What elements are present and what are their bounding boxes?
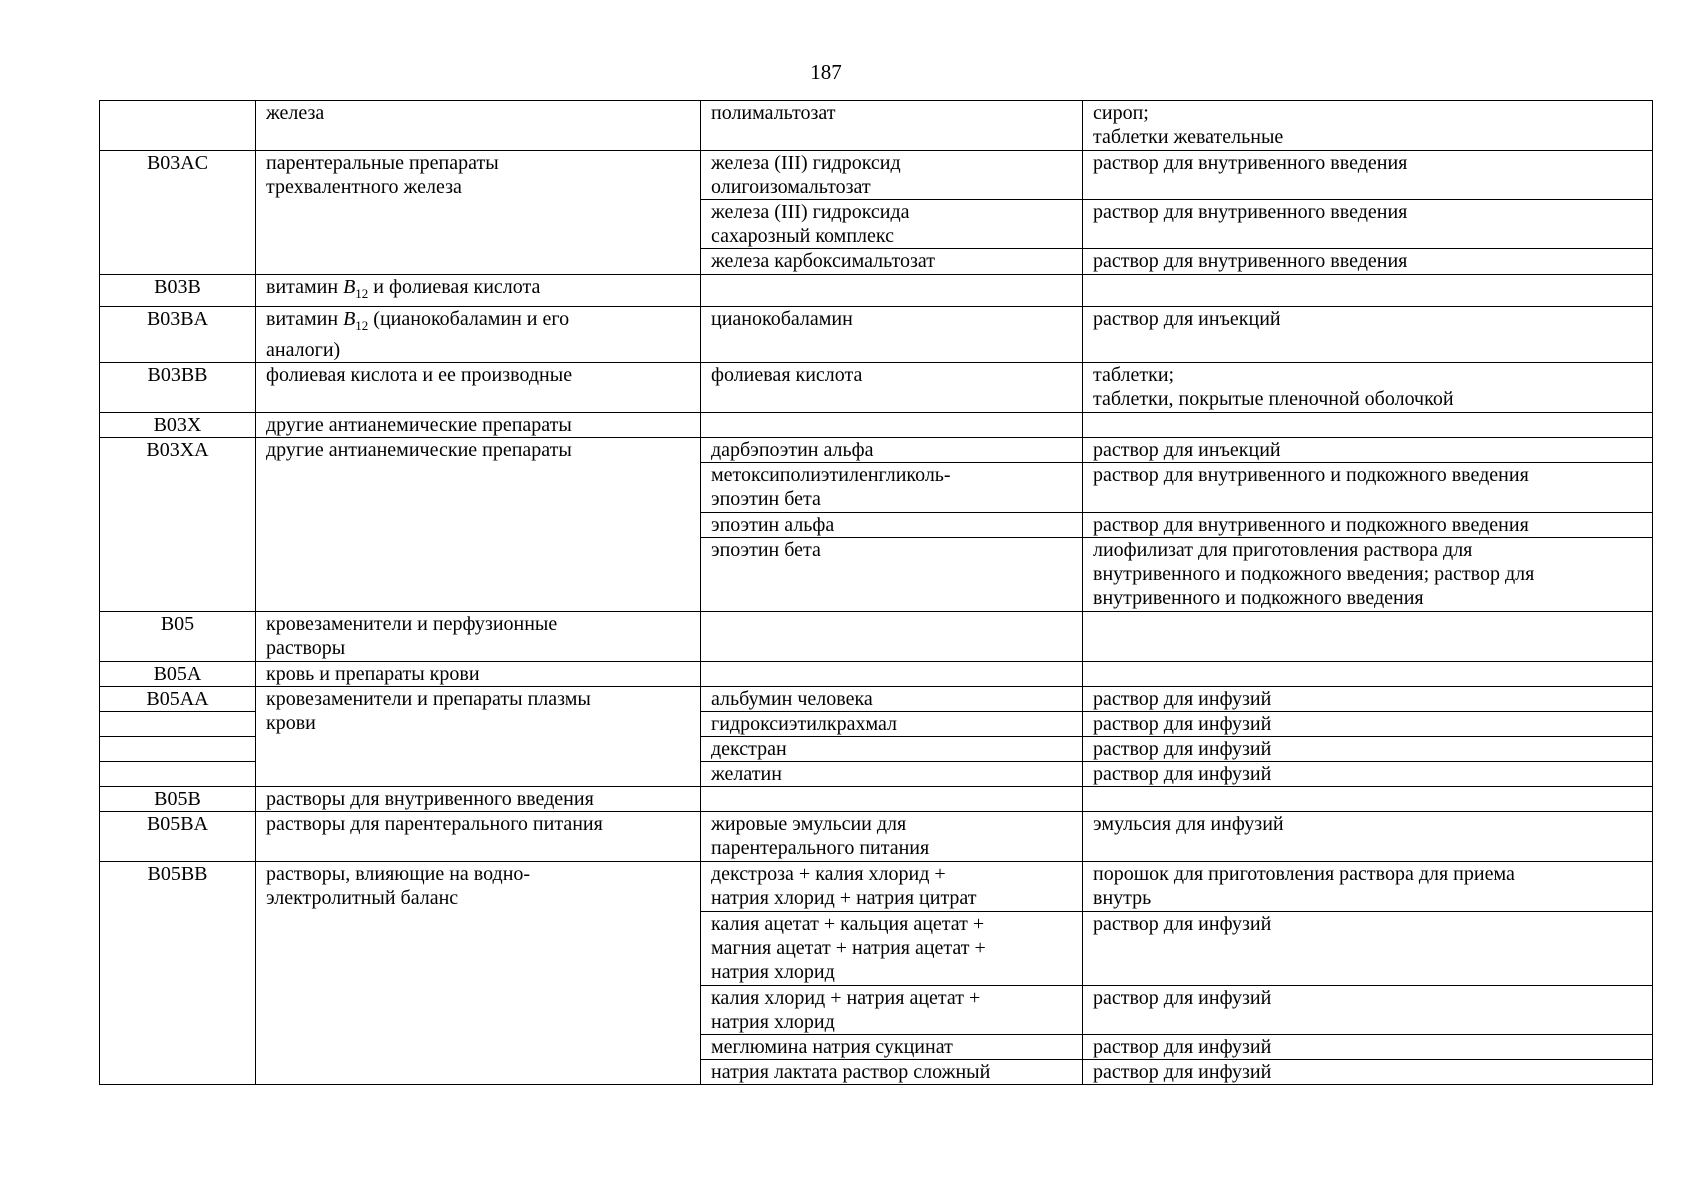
atc-code-cell: B05B — [100, 787, 256, 812]
group-cell: кровезаменители и препараты плазмы крови — [256, 687, 701, 787]
substance-cell: натрия лактата раствор сложный — [701, 1060, 1083, 1085]
table-row — [100, 307, 1653, 363]
atc-code-cell: B05AA — [100, 687, 256, 712]
group-cell: кровь и препараты крови — [256, 662, 701, 687]
table-row — [100, 413, 1653, 438]
atc-code-cell: B05BA — [100, 812, 256, 862]
dosage-form-cell: раствор для инъекций — [1083, 438, 1653, 463]
substance-cell: калия хлорид + натрия ацетат + натрия хлорид — [701, 986, 1083, 1035]
vitamin-letter: B — [343, 308, 356, 330]
atc-code-cell — [100, 101, 256, 151]
substance-cell: меглюмина натрия сукцинат — [701, 1035, 1083, 1060]
group-cell: кровезаменители и перфузионные растворы — [256, 612, 701, 662]
substance-cell: альбумин человека — [701, 687, 1083, 712]
table-row — [100, 812, 1653, 862]
substance-cell: декстроза + калия хлорид + натрия хлорид + натрия цитрат — [701, 862, 1083, 912]
table-row — [100, 275, 1653, 307]
substance-cell: железа (III) гидроксида сахарозный комплекс — [701, 200, 1083, 249]
dosage-form-cell — [1083, 612, 1653, 662]
substance-cell: железа (III) гидроксид олигоизомальтозат — [701, 151, 1083, 200]
substance-cell — [701, 413, 1083, 438]
dosage-form-cell: раствор для инфузий — [1083, 986, 1653, 1035]
dosage-form-cell: раствор для инфузий — [1083, 1060, 1653, 1085]
dosage-form-cell: раствор для инфузий — [1083, 712, 1653, 737]
atc-code-cell: B05A — [100, 662, 256, 687]
table-row — [100, 363, 1653, 413]
dosage-form-cell: раствор для инфузий — [1083, 912, 1653, 986]
dosage-form-cell: раствор для внутривенного и подкожного введения — [1083, 513, 1653, 538]
vitamin-subscript: 12 — [355, 318, 369, 333]
dosage-form-cell: раствор для внутривенного и подкожного введения — [1083, 463, 1653, 513]
group-cell: растворы для внутривенного введения — [256, 787, 701, 812]
substance-cell — [701, 662, 1083, 687]
substance-cell: эпоэтин бета — [701, 538, 1083, 612]
dosage-form-cell: порошок для приготовления раствора для приема внутрь — [1083, 862, 1653, 912]
vitamin-letter: B — [343, 276, 356, 298]
dosage-form-cell — [1083, 413, 1653, 438]
substance-cell: желатин — [701, 762, 1083, 787]
dosage-form-cell: лиофилизат для приготовления раствора для внутривенного и подкожного введения; раствор для внутривенного и подкожного введения — [1083, 538, 1653, 612]
dosage-form-cell: раствор для внутривенного введения — [1083, 200, 1653, 249]
dosage-form-cell: раствор для внутривенного введения — [1083, 151, 1653, 200]
atc-code-cell: B03X — [100, 413, 256, 438]
group-cell: железа — [256, 101, 701, 151]
substance-cell: железа карбоксимальтозат — [701, 249, 1083, 275]
group-cell: парентеральные препараты трехвалентного железа — [256, 151, 701, 275]
substance-cell — [701, 612, 1083, 662]
substance-cell: полимальтозат — [701, 101, 1083, 151]
group-cell: растворы для парентерального питания — [256, 812, 701, 862]
dosage-form-cell: раствор для инфузий — [1083, 737, 1653, 762]
table-row — [100, 662, 1653, 687]
group-text-prefix: витамин — [266, 308, 344, 330]
group-cell: другие антианемические препараты — [256, 438, 701, 612]
substance-cell — [701, 275, 1083, 307]
dosage-form-cell: таблетки; таблетки, покрытые пленочной оболочкой — [1083, 363, 1653, 413]
page-number: 187 — [810, 60, 842, 84]
substance-cell: эпоэтин альфа — [701, 513, 1083, 538]
substance-cell: декстран — [701, 737, 1083, 762]
table-row — [100, 151, 1653, 200]
group-cell: растворы, влияющие на водно- электролитный баланс — [256, 862, 701, 1085]
atc-code-cell: B05 — [100, 612, 256, 662]
substance-cell: гидроксиэтилкрахмал — [701, 712, 1083, 737]
substance-cell: жировые эмульсии для парентерального питания — [701, 812, 1083, 862]
dosage-form-cell: раствор для внутривенного введения — [1083, 249, 1653, 275]
dosage-form-cell: раствор для инъекций — [1083, 307, 1653, 363]
group-text-prefix: витамин — [266, 276, 344, 298]
dosage-form-cell — [1083, 787, 1653, 812]
atc-code-cell — [100, 712, 256, 737]
dosage-form-cell: сироп; таблетки жевательные — [1083, 101, 1653, 151]
table-row — [100, 862, 1653, 912]
vitamin-subscript: 12 — [355, 286, 369, 301]
group-text-suffix: (цианокобаламин и его аналоги) — [266, 308, 570, 361]
atc-code-cell: B03B — [100, 275, 256, 307]
atc-code-cell: B03XA — [100, 438, 256, 612]
atc-code-cell: B03AC — [100, 151, 256, 275]
group-cell: другие антианемические препараты — [256, 413, 701, 438]
substance-cell: дарбэпоэтин альфа — [701, 438, 1083, 463]
dosage-form-cell — [1083, 275, 1653, 307]
drug-classification-table — [99, 100, 1653, 1085]
table-row — [100, 101, 1653, 151]
table-row — [100, 612, 1653, 662]
table-row — [100, 787, 1653, 812]
dosage-form-cell — [1083, 662, 1653, 687]
group-cell: фолиевая кислота и ее производные — [256, 363, 701, 413]
atc-code-cell — [100, 737, 256, 762]
group-cell — [256, 307, 701, 363]
dosage-form-cell: эмульсия для инфузий — [1083, 812, 1653, 862]
dosage-form-cell: раствор для инфузий — [1083, 762, 1653, 787]
substance-cell — [701, 787, 1083, 812]
substance-cell: цианокобаламин — [701, 307, 1083, 363]
table-row — [100, 687, 1653, 712]
table-row — [100, 438, 1653, 463]
substance-cell: метоксиполиэтиленгликоль- эпоэтин бета — [701, 463, 1083, 513]
atc-code-cell — [100, 762, 256, 787]
dosage-form-cell: раствор для инфузий — [1083, 1035, 1653, 1060]
group-cell — [256, 275, 701, 307]
atc-code-cell: B05BB — [100, 862, 256, 1085]
dosage-form-cell: раствор для инфузий — [1083, 687, 1653, 712]
atc-code-cell: B03BA — [100, 307, 256, 363]
substance-cell: фолиевая кислота — [701, 363, 1083, 413]
atc-code-cell: B03BB — [100, 363, 256, 413]
group-text-suffix: и фолиевая кислота — [368, 276, 541, 298]
substance-cell: калия ацетат + кальция ацетат + магния ацетат + натрия ацетат + натрия хлорид — [701, 912, 1083, 986]
